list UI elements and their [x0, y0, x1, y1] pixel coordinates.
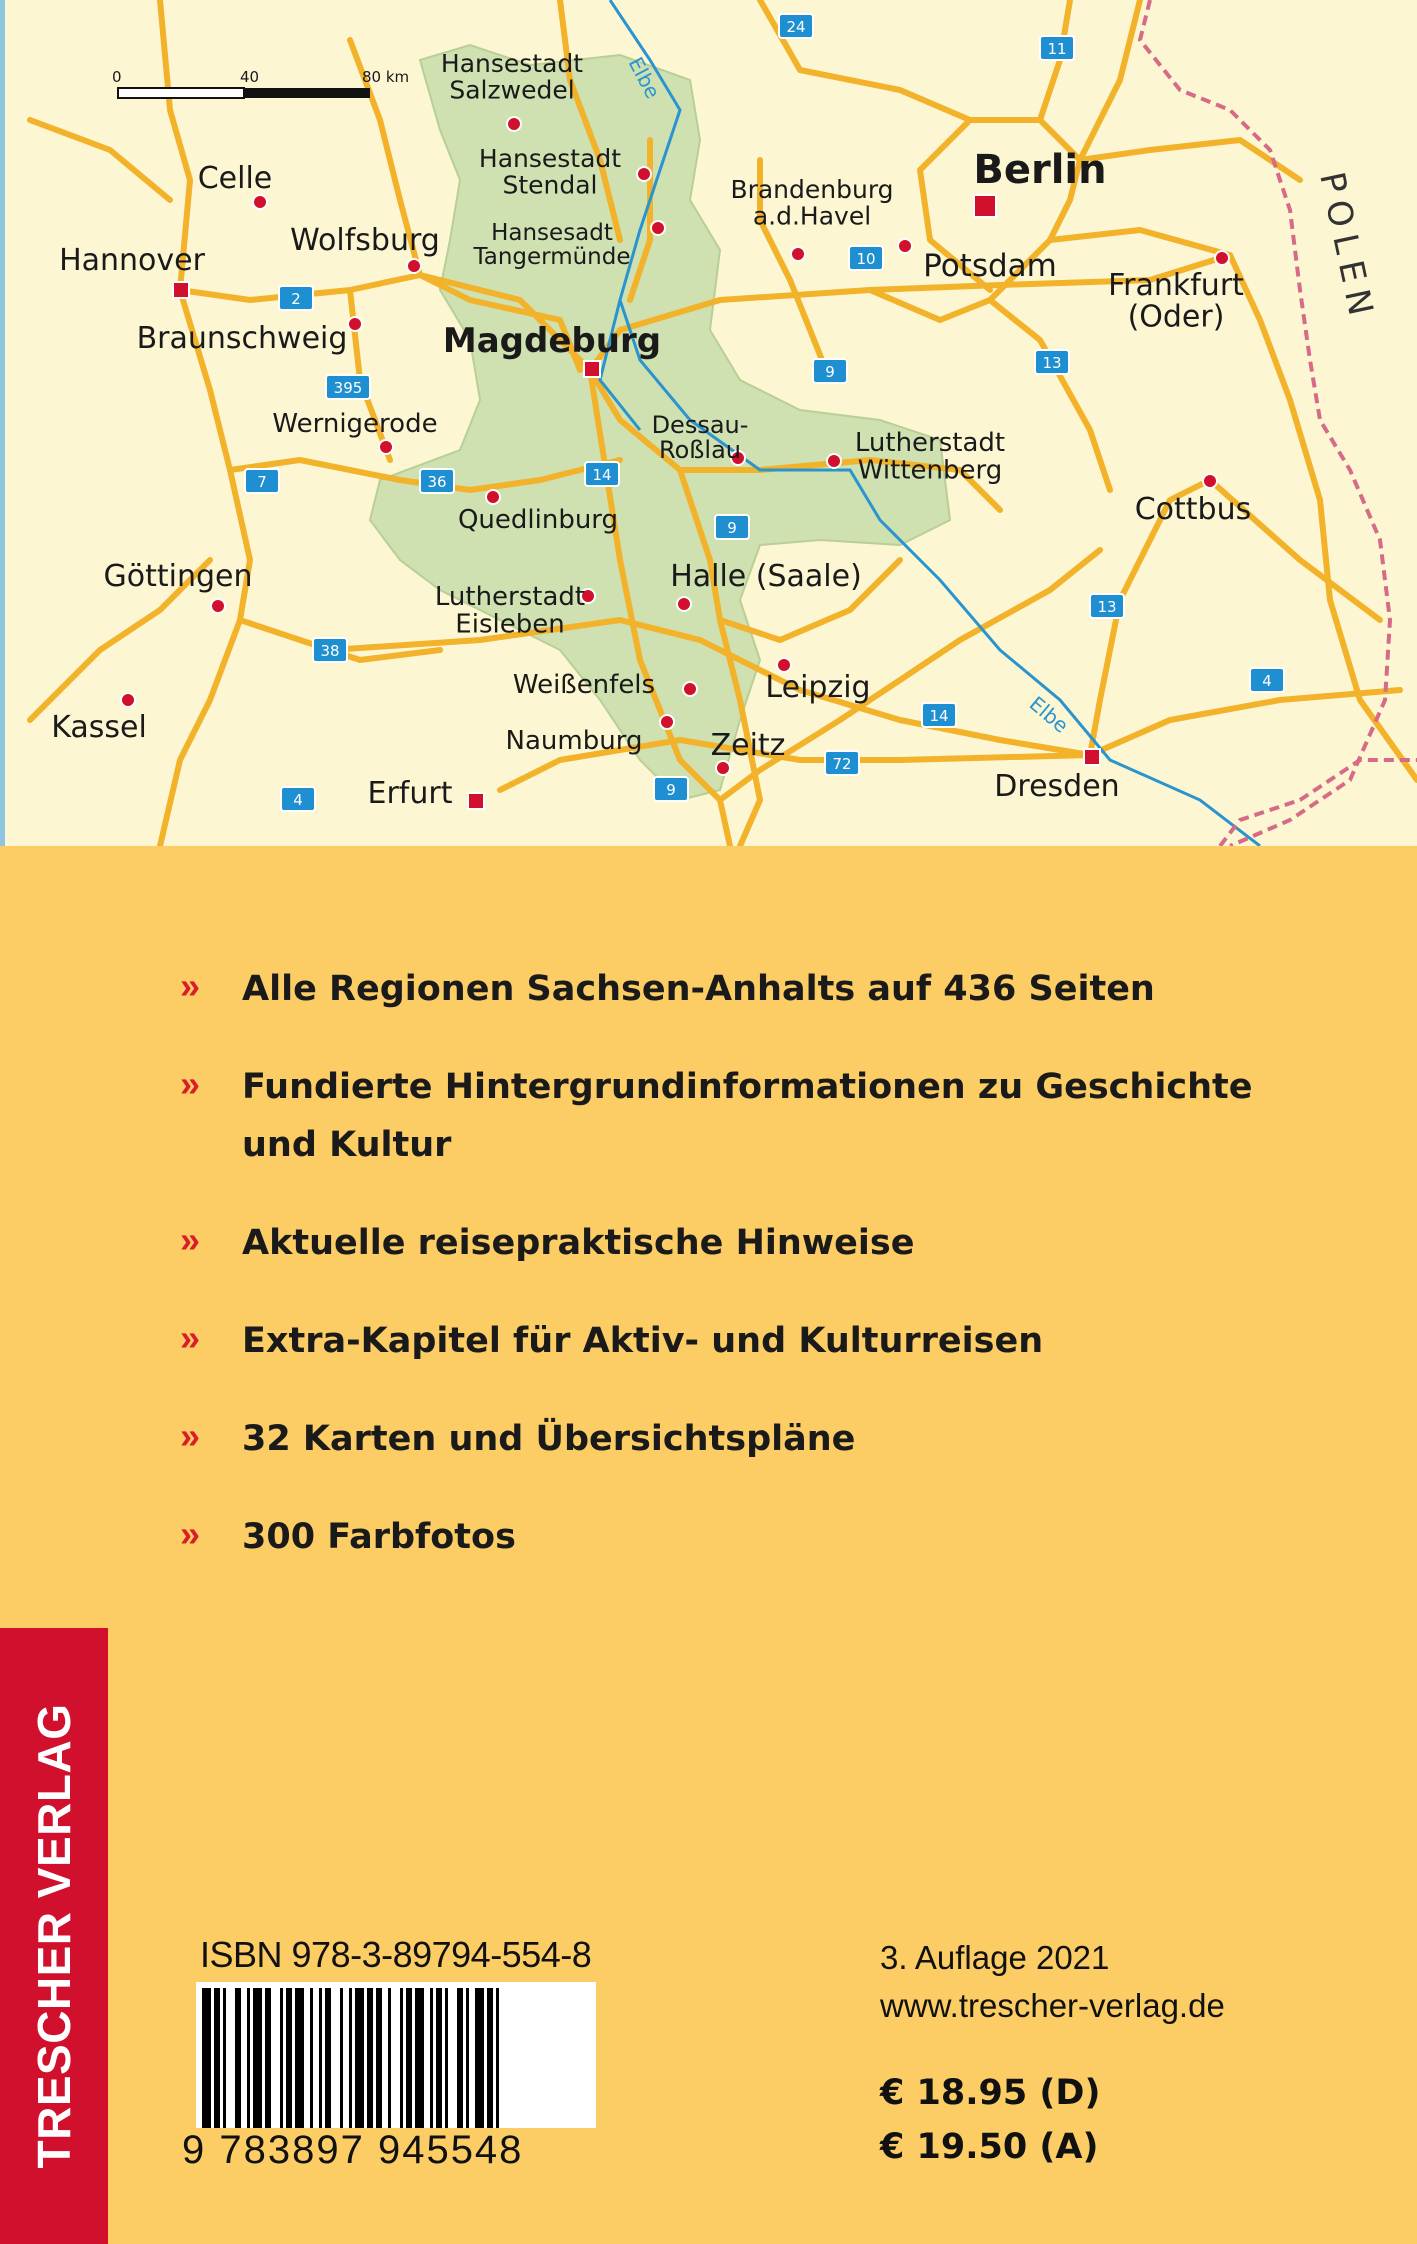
- city-marker-lutherstadt-wittenberg: [827, 454, 841, 468]
- feature-item: [180, 1508, 1330, 1566]
- road-shield-72: [825, 751, 859, 775]
- barcode-bar: [280, 1988, 283, 2144]
- barcode-bar: [415, 1988, 424, 2144]
- barcode-bar: [355, 1988, 364, 2144]
- road-shield-13: [1090, 594, 1124, 618]
- bullet-marker: »: [180, 1415, 201, 1456]
- road-shield-4: [281, 787, 315, 811]
- city-marker-quedlinburg: [486, 490, 500, 504]
- road-shield-14: [585, 462, 619, 486]
- feature-text: Alle Regionen Sachsen-Anhalts auf 436 Seiten: [242, 969, 1155, 1009]
- barcode-bar: [286, 1988, 292, 2144]
- feature-text: 300 Farbfotos: [242, 1517, 516, 1557]
- city-label-dessau-rosslau: Dessau-Roßlau: [651, 411, 749, 465]
- publisher-name: TRESCHER VERLAG: [28, 1703, 80, 2169]
- barcode-bar: [496, 1988, 499, 2144]
- city-label-berlin: Berlin: [973, 147, 1107, 193]
- road-shield-14: [922, 703, 956, 727]
- road-shield-7: [245, 469, 279, 493]
- svg-text:38: 38: [320, 642, 340, 660]
- feature-item: [180, 1410, 1330, 1468]
- city-marker-celle: [253, 195, 267, 209]
- svg-text:4: 4: [1262, 672, 1272, 690]
- city-marker-cottbus: [1203, 474, 1217, 488]
- barcode-bar: [388, 1988, 391, 2144]
- city-marker-brandenburg: [791, 247, 805, 261]
- barcode-bar: [295, 1988, 304, 2144]
- city-label-lutherstadt-wittenberg: Lutherstadt Wittenberg: [854, 428, 1006, 486]
- barcode-bar: [223, 1988, 226, 2144]
- city-marker-kassel: [121, 693, 135, 707]
- city-marker-zeitz: [716, 761, 730, 775]
- city-marker-halle: [677, 597, 691, 611]
- feature-item: [180, 960, 1330, 1018]
- svg-text:4: 4: [293, 791, 303, 809]
- overview-map: [0, 0, 1417, 846]
- barcode-bar: [376, 1988, 382, 2144]
- svg-text:7: 7: [257, 473, 267, 491]
- barcode-bar: [265, 1988, 271, 2144]
- city-label-leipzig: Leipzig: [765, 670, 871, 705]
- bullet-marker: »: [180, 1317, 201, 1358]
- barcode-bar: [214, 1988, 220, 2144]
- bullet-marker: »: [180, 965, 201, 1006]
- feature-list: [180, 960, 1330, 1606]
- feature-text: Aktuelle reisepraktische Hinweise: [242, 1223, 915, 1263]
- svg-text:14: 14: [929, 707, 949, 725]
- svg-text:9: 9: [666, 781, 676, 799]
- city-label-braunschweig: Braunschweig: [136, 321, 348, 356]
- publisher-band: [0, 1628, 108, 2244]
- svg-text:24: 24: [786, 18, 806, 36]
- edition: 3. Auflage 2021: [880, 1939, 1110, 1976]
- price-austria: € 19.50 (A): [880, 2127, 1099, 2167]
- city-label-cottbus: Cottbus: [1134, 492, 1252, 527]
- bullet-marker: »: [180, 1063, 201, 1104]
- city-label-celle: Celle: [197, 161, 273, 196]
- road-shield-24: [779, 14, 813, 38]
- barcode-bar: [349, 1988, 352, 2144]
- prices: [880, 2066, 1225, 2174]
- city-label-lutherstadt-eisleben: Lutherstadt Eisleben: [434, 582, 586, 640]
- city-label-frankfurt-oder: Frankfurt (Oder): [1108, 268, 1244, 335]
- scale-tick: 0: [112, 68, 122, 86]
- bullet-marker: »: [180, 1219, 201, 1260]
- city-marker-hannover: [173, 282, 189, 298]
- svg-text:72: 72: [832, 755, 852, 773]
- feature-text: 32 Karten und Übersichtspläne: [242, 1419, 856, 1459]
- city-label-hansestadt-salzwedel: Hansestadt Salzwedel: [440, 49, 584, 105]
- barcode-bar: [325, 1988, 331, 2144]
- city-label-wernigerode: Wernigerode: [272, 409, 438, 439]
- barcode-bar: [466, 1988, 469, 2144]
- svg-text:14: 14: [592, 466, 612, 484]
- city-marker-erfurt: [468, 793, 484, 809]
- city-label-weissenfels: Weißenfels: [512, 670, 656, 700]
- barcode-bar: [202, 1988, 211, 2144]
- feature-text: Extra-Kapitel für Aktiv- und Kulturreisen: [242, 1321, 1044, 1361]
- map-edge-strip: [0, 0, 5, 846]
- barcode-bar: [436, 1988, 442, 2144]
- barcode-bar: [340, 1988, 343, 2144]
- city-label-quedlinburg: Quedlinburg: [457, 505, 619, 535]
- city-label-erfurt: Erfurt: [367, 776, 453, 811]
- svg-text:11: 11: [1047, 40, 1067, 58]
- city-marker-wernigerode: [379, 440, 393, 454]
- road-shield-38: [313, 638, 347, 662]
- barcode-bar: [475, 1988, 484, 2144]
- barcode-bar: [487, 1988, 493, 2144]
- publication-info: [880, 1934, 1225, 2174]
- svg-text:36: 36: [427, 473, 447, 491]
- website: www.trescher-verlag.de: [880, 1987, 1225, 2024]
- svg-text:2: 2: [291, 290, 301, 308]
- svg-text:395: 395: [333, 379, 363, 397]
- city-marker-hansestadt-salzwedel: [507, 117, 521, 131]
- city-label-potsdam: Potsdam: [923, 248, 1057, 284]
- city-label-hansestadt-stendal: Hansestadt Stendal: [478, 144, 622, 200]
- road-shield-2: [279, 286, 313, 310]
- city-label-kassel: Kassel: [51, 710, 147, 745]
- city-marker-berlin: [974, 195, 996, 217]
- barcode-bar: [430, 1988, 433, 2144]
- svg-text:13: 13: [1042, 354, 1062, 372]
- road-shield-13: [1035, 350, 1069, 374]
- isbn-text: ISBN 978-3-89794-554-8: [200, 1934, 592, 1975]
- barcode-bar: [406, 1988, 412, 2144]
- city-marker-hansestadt-stendal: [637, 167, 651, 181]
- city-marker-dresden: [1084, 749, 1100, 765]
- city-marker-braunschweig: [348, 317, 362, 331]
- city-marker-potsdam: [898, 239, 912, 253]
- city-marker-hansestadt-tangermuende: [651, 221, 665, 235]
- barcode-bar: [247, 1988, 250, 2144]
- river-label-elbe: Elbe: [1024, 691, 1074, 738]
- feature-item: [180, 1214, 1330, 1272]
- city-label-hansestadt-tangermuende: Hansesadt Tangermünde: [473, 220, 631, 271]
- svg-text:9: 9: [727, 519, 737, 537]
- svg-text:9: 9: [825, 363, 835, 381]
- road-shield-9: [813, 359, 847, 383]
- city-marker-naumburg: [660, 715, 674, 729]
- city-label-goettingen: Göttingen: [103, 559, 253, 594]
- bullet-marker: »: [180, 1513, 201, 1554]
- road-shield-10: [849, 246, 883, 270]
- svg-text:13: 13: [1097, 598, 1117, 616]
- barcode-bar: [445, 1988, 448, 2144]
- scale-tick: 40: [240, 68, 260, 86]
- city-marker-wolfsburg: [407, 259, 421, 273]
- city-label-halle: Halle (Saale): [670, 559, 862, 594]
- barcode-bar: [457, 1988, 463, 2144]
- river-label-elbe: Elbe: [623, 53, 666, 103]
- city-label-hannover: Hannover: [59, 243, 205, 278]
- barcode-bar: [367, 1988, 373, 2144]
- city-marker-frankfurt-oder: [1215, 251, 1229, 265]
- svg-text:10: 10: [856, 250, 876, 268]
- city-label-naumburg: Naumburg: [505, 726, 643, 756]
- barcode-bar: [235, 1988, 241, 2144]
- city-marker-goettingen: [211, 599, 225, 613]
- city-label-zeitz: Zeitz: [710, 728, 786, 763]
- feature-item: [180, 1058, 1330, 1174]
- city-label-magdeburg: Magdeburg: [442, 321, 662, 361]
- road-shield-11: [1040, 36, 1074, 60]
- city-label-dresden: Dresden: [994, 769, 1120, 804]
- city-marker-magdeburg: [584, 361, 600, 377]
- barcode-bar: [310, 1988, 313, 2144]
- road-shield-4: [1250, 668, 1284, 692]
- price-germany: € 18.95 (D): [880, 2073, 1101, 2113]
- road-shield-395: [326, 375, 370, 399]
- barcode-bar: [319, 1988, 322, 2144]
- road-shield-9: [654, 777, 688, 801]
- barcode-bar: [253, 1988, 262, 2144]
- scale-tick: 80 km: [362, 68, 410, 86]
- road-shield-9: [715, 515, 749, 539]
- barcode-digits: 9 783897 945548: [178, 2128, 608, 2173]
- feature-item: [180, 1312, 1330, 1370]
- feature-text: Fundierte Hintergrundinformationen zu Geschichte und Kultur: [242, 1067, 1253, 1165]
- city-marker-weissenfels: [683, 682, 697, 696]
- isbn-barcode: [196, 1982, 596, 2150]
- city-label-wolfsburg: Wolfsburg: [290, 223, 440, 258]
- city-label-brandenburg: Brandenburg a.d.Havel: [730, 175, 894, 231]
- barcode-bar: [400, 1988, 403, 2144]
- country-label: POLEN: [1311, 168, 1383, 327]
- road-shield-36: [420, 469, 454, 493]
